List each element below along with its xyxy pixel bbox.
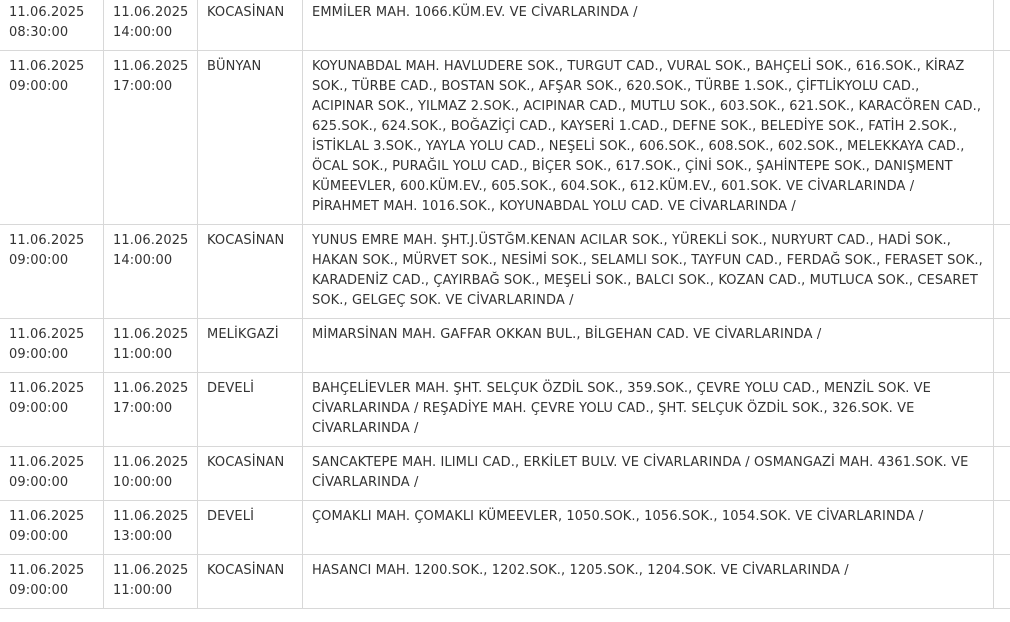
end-date: 11.06.2025 bbox=[113, 381, 189, 396]
affected-areas-cell: ÇOMAKLI MAH. ÇOMAKLI KÜMEEVLER, 1050.SOK., 1056.SOK., 1054.SOK. VE CİVARLARINDA / bbox=[303, 501, 994, 555]
start-date: 11.06.2025 bbox=[9, 233, 85, 248]
district-cell: KOCASİNAN bbox=[198, 0, 303, 51]
start-time: 09:00:00 bbox=[9, 401, 69, 416]
start-time: 09:00:00 bbox=[9, 583, 69, 598]
district-cell: KOCASİNAN bbox=[198, 447, 303, 501]
end-time: 11:00:00 bbox=[113, 583, 173, 598]
start-time: 09:00:00 bbox=[9, 79, 69, 94]
start-datetime-cell bbox=[0, 373, 104, 447]
start-datetime-cell bbox=[0, 51, 104, 225]
start-date: 11.06.2025 bbox=[9, 509, 85, 524]
district-cell: BÜNYAN bbox=[198, 51, 303, 225]
start-date: 11.06.2025 bbox=[9, 59, 85, 74]
end-datetime-cell bbox=[104, 555, 198, 609]
table-row bbox=[0, 319, 1010, 373]
end-time: 10:00:00 bbox=[113, 475, 173, 490]
end-time: 13:00:00 bbox=[113, 529, 173, 544]
end-datetime-cell bbox=[104, 447, 198, 501]
start-time: 09:00:00 bbox=[9, 475, 69, 490]
start-date: 11.06.2025 bbox=[9, 5, 85, 20]
start-time: 08:30:00 bbox=[9, 25, 69, 40]
start-datetime-cell bbox=[0, 0, 104, 51]
end-time: 14:00:00 bbox=[113, 25, 173, 40]
table-row bbox=[0, 447, 1010, 501]
start-time: 09:00:00 bbox=[9, 253, 69, 268]
empty-cell bbox=[994, 447, 1010, 501]
end-date: 11.06.2025 bbox=[113, 327, 189, 342]
end-time: 17:00:00 bbox=[113, 79, 173, 94]
end-datetime-cell bbox=[104, 373, 198, 447]
table-row bbox=[0, 501, 1010, 555]
affected-areas-cell: BAHÇELİEVLER MAH. ŞHT. SELÇUK ÖZDİL SOK., 359.SOK., ÇEVRE YOLU CAD., MENZİL SOK. VE CİVARLARINDA / REŞADİYE MAH. ÇEVRE YOLU CAD., ŞHT. SELÇUK ÖZDİL SOK., 326.SOK. VE CİVARLARINDA / bbox=[303, 373, 994, 447]
start-date: 11.06.2025 bbox=[9, 327, 85, 342]
table-row bbox=[0, 0, 1010, 51]
empty-cell bbox=[994, 0, 1010, 51]
table-row bbox=[0, 555, 1010, 609]
district-cell: KOCASİNAN bbox=[198, 555, 303, 609]
end-date: 11.06.2025 bbox=[113, 509, 189, 524]
start-datetime-cell bbox=[0, 447, 104, 501]
affected-areas-cell: SANCAKTEPE MAH. ILIMLI CAD., ERKİLET BULV. VE CİVARLARINDA / OSMANGAZİ MAH. 4361.SOK. VE CİVARLARINDA / bbox=[303, 447, 994, 501]
end-datetime-cell bbox=[104, 501, 198, 555]
affected-areas-cell: KOYUNABDAL MAH. HAVLUDERE SOK., TURGUT CAD., VURAL SOK., BAHÇELİ SOK., 616.SOK., KİRAZ SOK., TÜRBE CAD., BOSTAN SOK., AFŞAR SOK., 620.SOK., TÜRBE 1.SOK., ÇİFTLİKYOLU CAD., ACIPINAR SOK., YILMAZ 2.SOK., ACIPINAR CAD., MUTLU SOK., 603.SOK., 621.SOK., KARACÖREN CAD., 625.SOK., 624.SOK., BOĞAZİÇİ CAD., KAYSERİ 1.CAD., DEFNE SOK., BELEDİYE SOK., FATİH 2.SOK., İSTİKLAL 3.SOK., YAYLA YOLU CAD., NEŞELİ SOK., 606.SOK., 608.SOK., 602.SOK., MELEKKAYA CAD., ÖCAL SOK., PURAĞIL YOLU CAD., BİÇER SOK., 617.SOK., ÇİNİ SOK., ŞAHİNTEPE SOK., DANIŞMENT KÜMEEVLER, 600.KÜM.EV., 605.SOK., 604.SOK., 612.KÜM.EV., 601.SOK. VE CİVARLARINDA / PİRAHMET MAH. 1016.SOK., KOYUNABDAL YOLU CAD. VE CİVARLARINDA / bbox=[303, 51, 994, 225]
start-time: 09:00:00 bbox=[9, 347, 69, 362]
empty-cell bbox=[994, 225, 1010, 319]
end-date: 11.06.2025 bbox=[113, 59, 189, 74]
affected-areas-cell: EMMİLER MAH. 1066.KÜM.EV. VE CİVARLARINDA / bbox=[303, 0, 994, 51]
affected-areas-cell: YUNUS EMRE MAH. ŞHT.J.ÜSTĞM.KENAN ACILAR SOK., YÜREKLİ SOK., NURYURT CAD., HADİ SOK., HAKAN SOK., MÜRVET SOK., NESİMİ SOK., SELAMLI SOK., TAYFUN CAD., FERDAĞ SOK., FERASET SOK., KARADENİZ CAD., ÇAYIRBAĞ SOK., MEŞELİ SOK., BALCI SOK., KOZAN CAD., MUTLUCA SOK., CESARET SOK., GELGEÇ SOK. VE CİVARLARINDA / bbox=[303, 225, 994, 319]
empty-cell bbox=[994, 501, 1010, 555]
affected-areas-cell: HASANCI MAH. 1200.SOK., 1202.SOK., 1205.SOK., 1204.SOK. VE CİVARLARINDA / bbox=[303, 555, 994, 609]
end-datetime-cell bbox=[104, 319, 198, 373]
empty-cell bbox=[994, 555, 1010, 609]
end-time: 17:00:00 bbox=[113, 401, 173, 416]
empty-cell bbox=[994, 373, 1010, 447]
empty-cell bbox=[994, 51, 1010, 225]
start-datetime-cell bbox=[0, 319, 104, 373]
table-row bbox=[0, 51, 1010, 225]
end-date: 11.06.2025 bbox=[113, 563, 189, 578]
table-row bbox=[0, 225, 1010, 319]
start-date: 11.06.2025 bbox=[9, 381, 85, 396]
start-datetime-cell bbox=[0, 555, 104, 609]
district-cell: KOCASİNAN bbox=[198, 225, 303, 319]
district-cell: DEVELİ bbox=[198, 373, 303, 447]
end-datetime-cell bbox=[104, 0, 198, 51]
table-row bbox=[0, 373, 1010, 447]
district-cell: MELİKGAZİ bbox=[198, 319, 303, 373]
end-datetime-cell bbox=[104, 51, 198, 225]
affected-areas-cell: MİMARSİNAN MAH. GAFFAR OKKAN BUL., BİLGEHAN CAD. VE CİVARLARINDA / bbox=[303, 319, 994, 373]
start-date: 11.06.2025 bbox=[9, 455, 85, 470]
end-date: 11.06.2025 bbox=[113, 5, 189, 20]
empty-cell bbox=[994, 319, 1010, 373]
end-time: 11:00:00 bbox=[113, 347, 173, 362]
start-date: 11.06.2025 bbox=[9, 563, 85, 578]
end-time: 14:00:00 bbox=[113, 253, 173, 268]
end-datetime-cell bbox=[104, 225, 198, 319]
start-datetime-cell bbox=[0, 225, 104, 319]
start-time: 09:00:00 bbox=[9, 529, 69, 544]
district-cell: DEVELİ bbox=[198, 501, 303, 555]
end-date: 11.06.2025 bbox=[113, 233, 189, 248]
start-datetime-cell bbox=[0, 501, 104, 555]
end-date: 11.06.2025 bbox=[113, 455, 189, 470]
